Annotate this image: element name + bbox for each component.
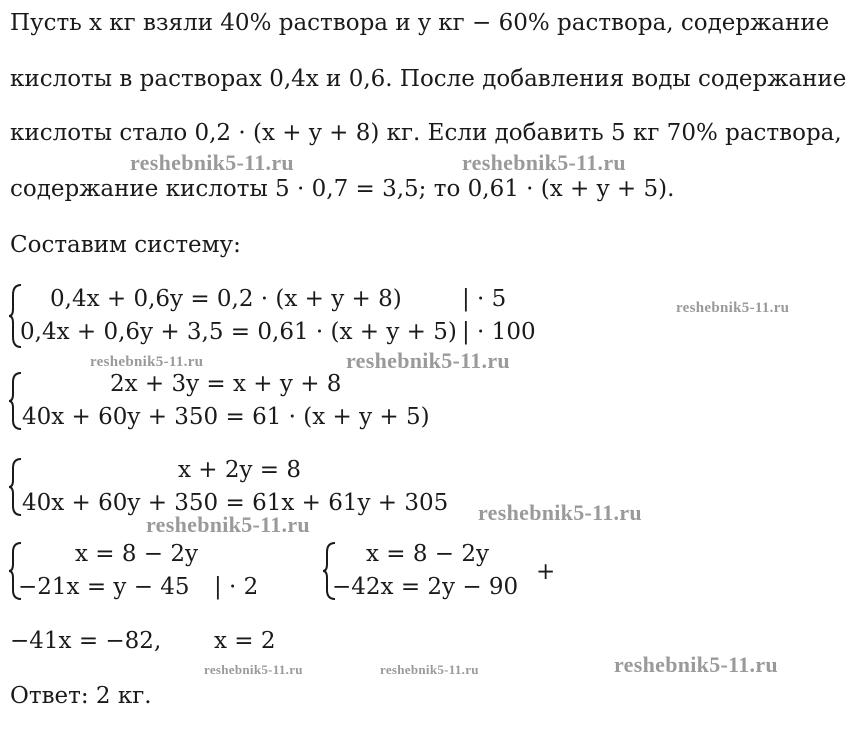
system-1-mult1: | · 5 — [462, 286, 507, 312]
system-1-eq2: 0,4x + 0,6y + 3,5 = 0,61 · (x + y + 5) — [20, 319, 457, 345]
text-line-3: кислоты стало 0,2 · (x + y + 8) кг. Если добавить 5 кг 70% раствора, — [10, 120, 842, 146]
system-1-eq1: 0,4x + 0,6y = 0,2 · (x + y + 8) — [50, 286, 402, 312]
result-value: x = 2 — [214, 628, 276, 654]
watermark: reshebnik5-11.ru — [380, 662, 479, 677]
watermark: reshebnik5-11.ru — [676, 300, 790, 316]
watermark: reshebnik5-11.ru — [614, 652, 778, 677]
system-5-eq1: x = 8 − 2y — [366, 541, 490, 567]
watermark: reshebnik5-11.ru — [90, 354, 204, 370]
system-1-mult2: | · 100 — [462, 319, 536, 345]
text-line-2: кислоты в растворах 0,4x и 0,6. После добавления воды содержание — [10, 66, 847, 92]
watermark: reshebnik5-11.ru — [462, 150, 626, 175]
system-5-eq2: −42x = 2y − 90 — [332, 574, 519, 600]
result-equation: −41x = −82, — [10, 628, 162, 654]
answer: Ответ: 2 кг. — [10, 683, 152, 709]
text-line-1: Пусть x кг взяли 40% раствора и y кг − 60% раствора, содержание — [10, 10, 830, 36]
system-2-eq2: 40x + 60y + 350 = 61 · (x + y + 5) — [22, 404, 430, 430]
system-3-eq2: 40x + 60y + 350 = 61x + 61y + 305 — [22, 490, 449, 516]
watermark: reshebnik5-11.ru — [478, 500, 642, 525]
system-2-eq1: 2x + 3y = x + y + 8 — [110, 371, 342, 397]
text-line-4: содержание кислоты 5 · 0,7 = 3,5; то 0,61 · (x + y + 5). — [10, 176, 675, 202]
watermark: reshebnik5-11.ru — [346, 348, 510, 373]
system-3-eq1: x + 2y = 8 — [178, 457, 302, 483]
system-4-eq1: x = 8 − 2y — [75, 541, 199, 567]
watermark: reshebnik5-11.ru — [130, 150, 294, 175]
watermark: reshebnik5-11.ru — [146, 512, 310, 537]
system-4-mult: | · 2 — [214, 574, 259, 600]
system-4-eq2: −21x = y − 45 — [18, 574, 190, 600]
watermark: reshebnik5-11.ru — [204, 662, 303, 677]
system-heading: Составим систему: — [10, 232, 241, 258]
system-5-operator: + — [536, 559, 556, 585]
